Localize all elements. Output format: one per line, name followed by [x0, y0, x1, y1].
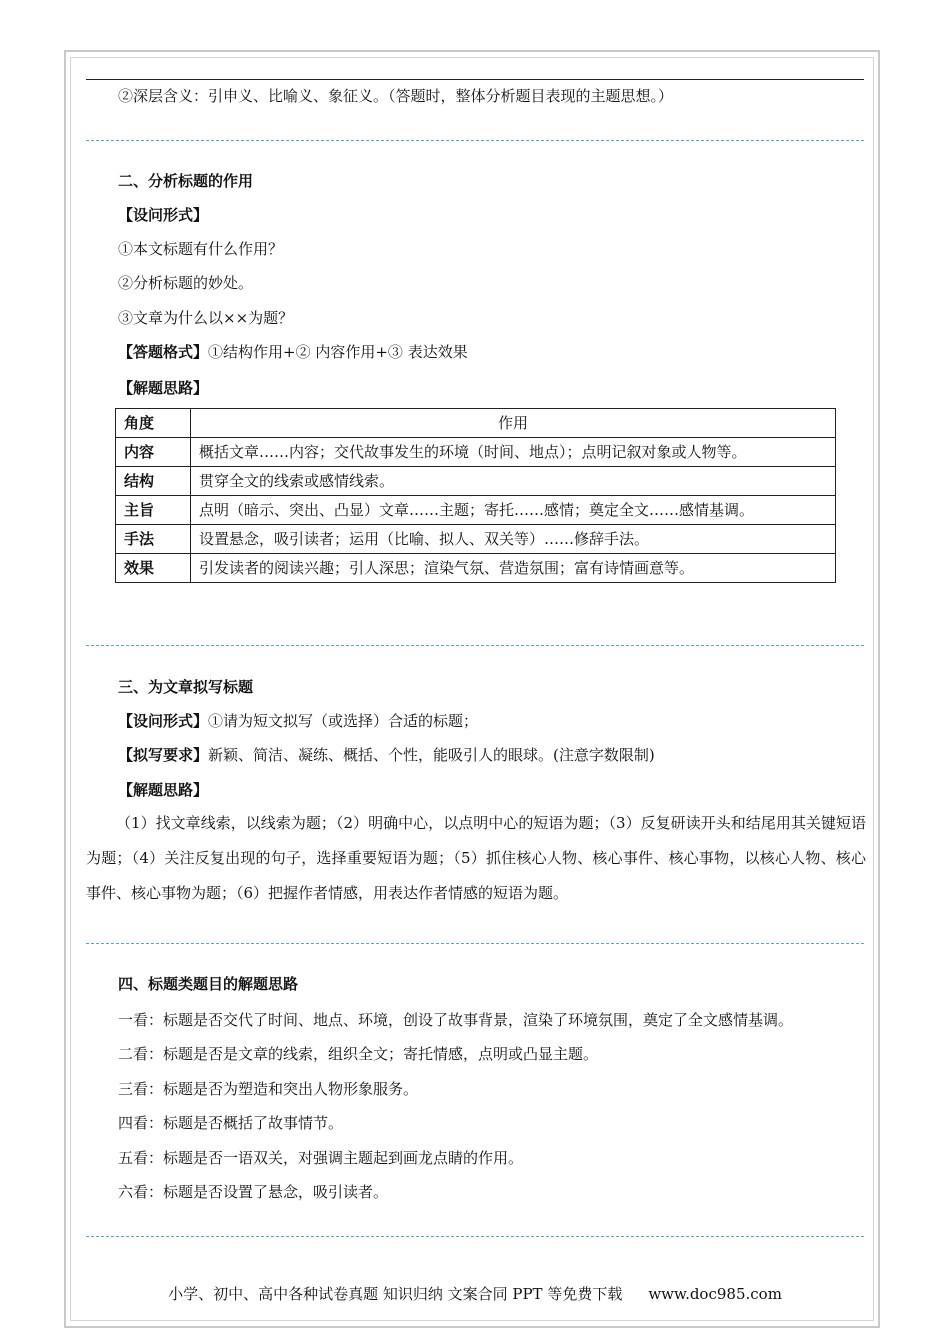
- section2-question-2: ②分析标题的妙处。: [118, 274, 254, 292]
- table-cell-angle: 主旨: [116, 496, 191, 525]
- section2-answer-format: [118, 342, 468, 362]
- section-divider: [86, 140, 864, 141]
- deep-meaning-line: ②深层含义：引申义、比喻义、象征义。（答题时，整体分析题目表现的主题思想。）: [118, 87, 674, 105]
- table-cell-angle: 内容: [116, 438, 191, 467]
- section3-req-line: [118, 745, 655, 765]
- section3-paragraph: （1）找文章线索，以线索为题；（2）明确中心，以点明中心的短语为题；（3）反复研读开头和结尾用其关键短语为题；（4）关注反复出现的句子，选择重要短语为题；（5）抓住核心人物、核心事件、核心事物，以核心人物、核心事件、核心事物为题；（6）把握作者情感，用表达作者情感的短语为题。: [86, 814, 866, 902]
- header-rule: [86, 79, 864, 80]
- section2-question-1: ①本文标题有什么作用？: [118, 240, 284, 258]
- section-divider: [86, 645, 864, 646]
- table-cell-effect: 引发读者的阅读兴趣；引人深思；渲染气氛、营造氛围；富有诗情画意等。: [191, 554, 836, 583]
- section4-line-6: 六看：标题是否设置了悬念，吸引读者。: [118, 1183, 389, 1201]
- table-row: [116, 496, 836, 525]
- table-cell-effect: 设置悬念，吸引读者；运用（比喻、拟人、双关等）……修辞手法。: [191, 525, 836, 554]
- section4-title: 四、标题类题目的解题思路: [118, 975, 299, 993]
- section3-form-label: 【设问形式】: [118, 712, 209, 730]
- section3-form-text: ①请为短文拟写（或选择）合适的标题；: [208, 712, 479, 730]
- section2-question-3: ③文章为什么以××为题？: [118, 309, 294, 327]
- table-header-row: [116, 409, 836, 438]
- table-cell-angle: 结构: [116, 467, 191, 496]
- section3-req-text: 新颖、简洁、凝练、概括、个性，能吸引人的眼球。(注意字数限制): [208, 746, 655, 764]
- section2-title: 二、分析标题的作用: [118, 172, 254, 190]
- table-cell-effect: 点明（暗示、突出、凸显）文章……主题；寄托……感情；奠定全文……感情基调。: [191, 496, 836, 525]
- section4-line-2: 二看：标题是否是文章的线索，组织全文；寄托情感，点明或凸显主题。: [118, 1045, 599, 1063]
- section-divider: [86, 943, 864, 944]
- table-row: [116, 525, 836, 554]
- section4-line-3: 三看：标题是否为塑造和突出人物形象服务。: [118, 1080, 419, 1098]
- table-cell-angle: 效果: [116, 554, 191, 583]
- table-row: [116, 554, 836, 583]
- table-header-effect: 作用: [191, 409, 836, 438]
- table-cell-angle: 手法: [116, 525, 191, 554]
- section2-approach-label: 【解题思路】: [118, 379, 209, 397]
- table-row: [116, 438, 836, 467]
- footer-site-link[interactable]: www.doc985.com: [648, 1285, 782, 1303]
- title-function-table: [115, 408, 836, 583]
- table-cell-effect: 贯穿全文的线索或感情线索。: [191, 467, 836, 496]
- page-footer: [0, 1284, 950, 1304]
- answer-format-label: 【答题格式】: [118, 343, 209, 361]
- table-row: [116, 467, 836, 496]
- section3-approach-label: 【解题思路】: [118, 781, 209, 799]
- section-divider: [86, 1236, 864, 1237]
- table-cell-effect: 概括文章……内容；交代故事发生的环境（时间、地点）；点明记叙对象或人物等。: [191, 438, 836, 467]
- answer-format-text: ①结构作用+② 内容作用+③ 表达效果: [208, 343, 468, 361]
- section2-form-label: 【设问形式】: [118, 206, 209, 224]
- section3-form-line: [118, 711, 478, 731]
- section4-line-5: 五看：标题是否一语双关，对强调主题起到画龙点睛的作用。: [118, 1149, 524, 1167]
- footer-text: 小学、初中、高中各种试卷真题 知识归纳 文案合同 PPT 等免费下载: [168, 1285, 623, 1303]
- section4-line-4: 四看：标题是否概括了故事情节。: [118, 1114, 344, 1132]
- section4-line-1: 一看：标题是否交代了时间、地点、环境，创设了故事背景，渲染了环境氛围，奠定了全文感情基调。: [118, 1011, 794, 1029]
- section3-req-label: 【拟写要求】: [118, 746, 209, 764]
- table-header-angle: 角度: [116, 409, 191, 438]
- section3-title: 三、为文章拟写标题: [118, 678, 254, 696]
